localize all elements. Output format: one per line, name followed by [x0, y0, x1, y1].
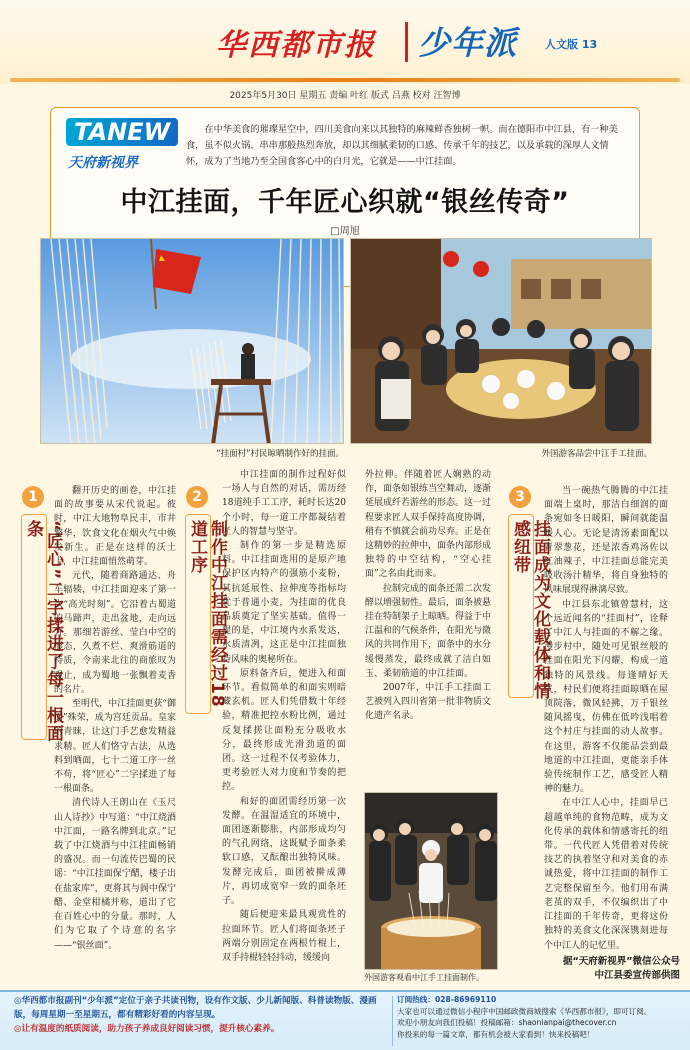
logo-subtitle: 天府新视界 — [68, 155, 138, 171]
credit-line-2: 中江县委宣传部供图 — [594, 970, 680, 981]
paragraph: 中江县东北镇曾慧村，这个远近闻名的“挂面村”，诠释了中江人与挂面的不解之缘。漫步村中，随处可见银丝般的挂面在阳光下闪耀，构成一道独特的风景线。每逢晴好天气，村民们便将挂面晾晒在屋顶院落，微风轻拂，万千银丝随风摇曳，仿佛在低吟浅唱着这个村庄与挂面的动人故事。在这里，游客不仅能品尝到最地道的中江挂面，更能亲手体验传统制作工艺，感受匠人精神的魅力。 — [544, 599, 668, 795]
paragraph: 元代，随着商路通达、舟车辐辏，中江挂面迎来了第一次“高光时刻”。它沿着古蜀道的马蹄声，走出盆地，走向远方。那细若游丝、莹白中空的形态，久煮不烂、爽滑筋道的特质，令南来北往的商旅叹为观止，成为蜀地一张飘着麦香的名片。 — [54, 571, 176, 695]
footer-promo — [14, 994, 390, 1036]
section-2-number: 2 — [186, 486, 208, 508]
paragraph: 在中江人心中，挂面早已超越单纯的食物范畴，成为文化传承的载体和情感寄托的纽带。一代代匠人凭借着对传统技艺的执着坚守和对美食的赤诚热爱，将中江挂面的制作工艺完整保留至今。他们用布满老茧的双手，不仅编织出了中江挂面的千年传奇，更将这份独特的美食文化深深镌刻进每个中江人的记忆里。 — [544, 798, 668, 951]
photo-caption-1: “挂面村”村民晾晒制作好的挂面。 — [216, 449, 344, 459]
date-line: 2025年5月30日 星期五 责编 叶红 版式 吕燕 校对 汪智博 — [229, 91, 461, 101]
section-1-title: “匠心”二字揉进了每一根面条 — [23, 520, 63, 743]
body-column-2 — [222, 468, 346, 996]
photo-noodle-drying — [40, 238, 344, 444]
section-3-number: 3 — [509, 486, 531, 508]
paragraph: 随后便迎来最具观赏性的拉面环节。匠人们将面条坯子两端分别固定在两根竹棍上，双手持棍轻轻抖动，缓缓向 — [222, 910, 346, 963]
section-1-number: 1 — [22, 486, 44, 508]
paragraph: 翻开历史的画卷，中江挂面的故事要从宋代说起。彼时，中江大地物阜民丰，市井繁华，饮食文化在烟火气中焕发新生。正是在这样的沃土上，中江挂面悄然萌芽。 — [54, 486, 176, 568]
section-name-logo: 少年派 — [418, 24, 518, 62]
tianfu-logo — [66, 118, 178, 176]
article-headline: 中江挂面，千年匠心织就“银丝传奇” — [120, 187, 570, 218]
body-column-1 — [54, 484, 176, 994]
submission-email: 欢迎小朋友向我们投稿！投稿邮箱：shaonianpai@thecover.cn — [397, 1018, 617, 1027]
paragraph: 外拉伸。伴随着匠人娴熟的动作，面条如银练当空舞动，逐渐延展成纤若游丝的形态。这一过程要求匠人双手保持高度协调，稍有不慎就会前功尽弃。正是在这精妙的拉伸中，面条内部形成独特的中空结构，“空心挂面”之名由此而来。 — [365, 470, 491, 580]
page-edition: 人文版 13 — [545, 38, 598, 51]
paragraph: 2007年，中江手工挂面工艺被列入四川省第一批非物质文化遗产名录。 — [365, 683, 491, 722]
section-2-title: 制作中江挂面需经过18道工序 — [187, 520, 227, 708]
subscription-note: 大家也可以通过微信小程序中国邮政微商城搜索《华西都市报》，即可订阅。 — [397, 1006, 652, 1016]
paragraph: 原料备齐后，便进入和面环节。看似简单的和面实则暗藏玄机。匠人们凭借数十年经验，精准把控水粉比例，通过反复揉搓让面粉充分吸收水分，最终形成光滑劲道的面团。这一过程不仅考验体力，更考验匠人对力度和节奏的把控。 — [222, 668, 346, 793]
paragraph: 清代诗人王朗山在《玉尺山人诗抄》中写道：“中江烧酒中江面，一路名牌到北京。”记载了中江烧酒与中江挂面畅销的盛况。而一句流传巴蜀的民谣：“中江挂面保宁醋，楼子出在盐家库”，更将其与阆中保宁醋、金堂柑橘并称，道出了它在百姓心中的分量。那时，人们为它取了个诗意的名字——“银丝面”。 — [54, 798, 176, 951]
logo-wordmark: TANEW — [66, 118, 178, 146]
photo-caption-2: 外国游客品尝中江手工挂面。 — [541, 449, 652, 459]
photo-guests-watching — [364, 792, 498, 970]
body-column-4 — [544, 484, 668, 992]
byline: □周旭 — [330, 226, 360, 237]
footer-divider — [392, 996, 393, 1046]
paragraph: 制作的第一步是精选原料。中江挂面选用的是原产地保护区内特产的强筋小麦粉，其抗延展性、拉伸度等指标均优于普通小麦，为挂面的优良品质奠定了坚实基础。值得一提的是，中江境内水系发达，水质清冽，这正是中江挂面独特风味的奥秘所在。 — [222, 541, 346, 665]
paragraph: 至明代，中江挂面更获“御面”殊荣，成为宫廷贡品。皇家的青睐，让这门手艺愈发精益求精。匠人们恪守古法，从选料到晒面，七十二道工序一丝不苟，将“匠心”二字揉进了每一根面条。 — [54, 699, 176, 795]
source-credit — [530, 955, 680, 983]
submission-call: 你投来的每一篇文章，都有机会被大家看到！快来投稿吧！ — [397, 1029, 595, 1039]
credit-line-1: 据“天府新视界”微信公众号 — [563, 956, 680, 967]
footer-promo-line-2: ◎让有温度的纸质阅读，助力孩子养成良好阅读习惯，提升核心素养。 — [14, 1024, 280, 1034]
paragraph: 当一碗热气腾腾的中江挂面端上桌时，那洁白细润的面条宛如冬日暖阳，瞬间就能温暖人心。无论是清汤素面配以青翠葱花，还是浓香鸡汤佐以红油辣子，中江挂面总能完美吸收汤汁精华，将自身独特的风味展现得淋漓尽致。 — [544, 486, 668, 596]
section-3-title: 挂面成为文化载体和情感纽带 — [510, 520, 550, 700]
paragraph: 和好的面团需经历第一次发酵。在温湿适宜的环境中，面团逐渐膨胀，内部形成均匀的气孔网络，这既赋予面条柔软口感，又酝酿出独特风味。发酵完成后，面团被擀成薄片，再切成宽窄一致的面条坯子。 — [222, 796, 346, 907]
paragraph: 拉制完成的面条还需二次发酵以增强韧性。最后，面条被悬挂在特制架子上晾晒。得益于中江温和的气候条件，在阳光与微风的共同作用下，面条中的水分缓慢蒸发，最终成就了洁白如玉、柔韧筋道的中江挂面。 — [365, 583, 491, 679]
photo-caption-3: 外国游客观看中江手工挂面制作。 — [364, 973, 484, 982]
masthead-underline — [10, 78, 680, 82]
footer-subscription-info — [397, 994, 677, 1040]
subscription-hotline: 订阅热线：028-86969110 — [397, 995, 497, 1004]
photo-guests-tasting — [350, 238, 652, 444]
footer-promo-line-1: ◎华西都市报副刊“少年派”定位于亲子共读刊物，设有作文版、少儿新闻版、科普读物版、漫画版，每周星期一至星期五，都有精彩好看的内容呈现。 — [14, 996, 377, 1020]
masthead-divider — [405, 22, 408, 62]
paragraph: 中江挂面的制作过程好似一场人与自然的对话，需历经18道纯手工工序，耗时长达20个小时，每一道工序都凝结着匠人的智慧与坚守。 — [222, 470, 346, 537]
intro-paragraph: 在中华美食的璀璨星空中，四川美食向来以其独特的麻辣鲜香独树一帜。而在德阳市中江县，有一种美食，虽不似火锅、串串那般热烈奔放，却以其细腻柔韧的口感、传承千年的技艺，以及承载的深厚人文情怀，成为了当地乃至全国食客心中的白月光，它就是——中江挂面。 — [186, 124, 618, 167]
body-column-3 — [365, 468, 491, 773]
paper-name-logo: 华西都市报 — [216, 28, 376, 63]
